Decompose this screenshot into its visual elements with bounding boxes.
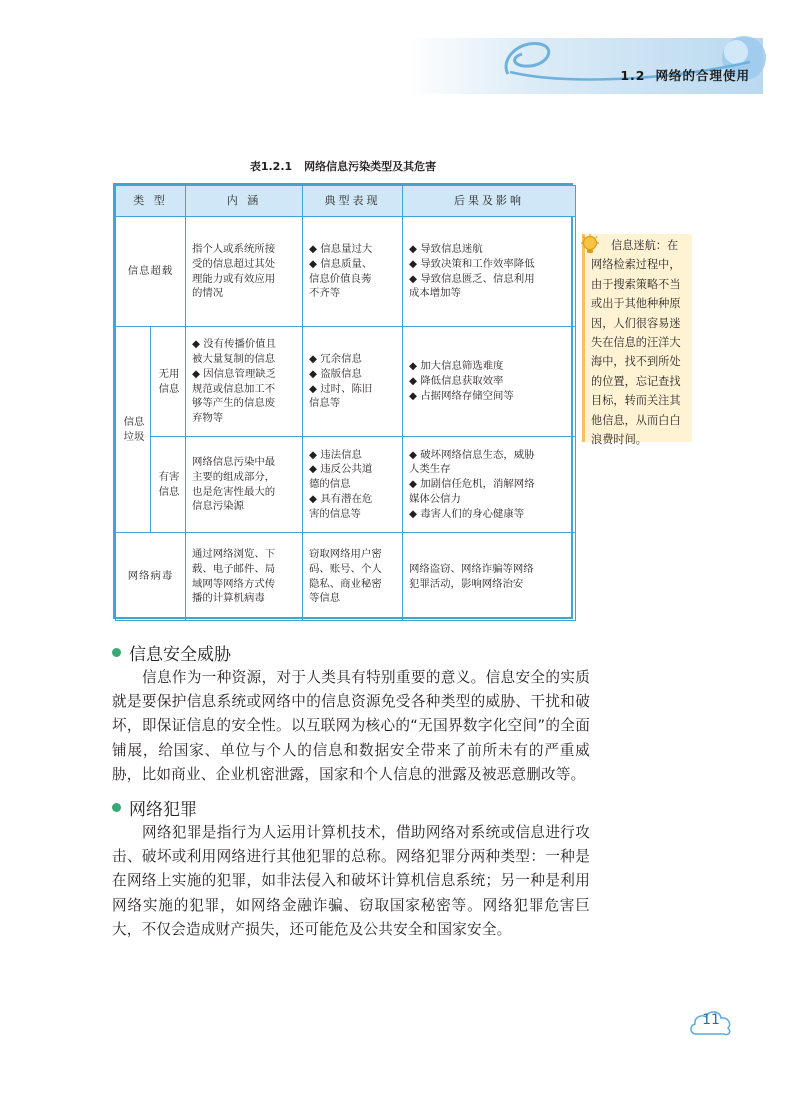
cell-line: 通过网络浏览、下 (192, 547, 276, 560)
table-row (116, 533, 576, 621)
table-row (116, 217, 576, 327)
section-number: 1.2 (620, 68, 646, 83)
cell-line: 信息价值良莠 (309, 272, 372, 285)
cell-line: ◆ 过时、陈旧 (309, 382, 373, 395)
cell-line: 受的信息超过其处 (192, 257, 276, 270)
cell-line: 的情况 (192, 287, 224, 300)
bullet-dot-icon (112, 803, 121, 812)
cell-line: ◆ 没有传播价值且 (192, 338, 277, 351)
col-header-manifest: 典型表现 (303, 186, 403, 217)
table-row (116, 437, 576, 533)
cell-line: ◆ 冗余信息 (309, 352, 362, 365)
manifest-cell (303, 217, 403, 327)
cell-line: 被大量复制的信息 (192, 352, 276, 365)
chapter-logo-icon (500, 22, 770, 98)
cell-line: 媒体公信力 (409, 492, 461, 505)
meaning-cell (186, 437, 303, 533)
meaning-cell (186, 327, 303, 437)
section-title: 网络的合理使用 (655, 68, 750, 83)
table-caption-number: 表1.2.1 (249, 160, 293, 173)
impact-cell (403, 327, 576, 437)
col-header-type: 类 型 (116, 186, 186, 217)
section-heading-text: 网络犯罪 (129, 800, 197, 820)
cell-line: ◆ 信息质量、 (309, 257, 373, 270)
cell-line: 窃取网络用户密 (309, 547, 382, 560)
cell-line: ◆ 占据网络存储空间等 (409, 389, 514, 402)
cell-line: 害的信息等 (309, 507, 361, 520)
type-overload: 信息超载 (116, 217, 186, 327)
pollution-table (113, 183, 573, 619)
cell-line: 犯罪活动，影响网络治安 (409, 577, 524, 590)
cell-line: 德的信息 (309, 478, 351, 491)
impact-cell (403, 437, 576, 533)
section-heading-security (112, 640, 231, 665)
col-header-meaning: 内 涵 (186, 186, 303, 217)
cell-line: ◆ 加剧信任危机，消解网络 (409, 478, 535, 491)
meaning-cell (186, 217, 303, 327)
cell-line: 成本增加等 (409, 287, 461, 300)
cell-line: 弃物等 (192, 412, 224, 425)
manifest-cell (303, 533, 403, 621)
section-body-crime: 网络犯罪是指行为人运用计算机技术，借助网络对系统或信息进行攻击、破坏或利用网络进行其他犯罪的总称。网络犯罪分两种类型：一种是在网络上实施的犯罪，如非法侵入和破坏计算机信息系统；另一种是利用网络实施的犯罪，如网络金融诈骗、窃取国家秘密等。网络犯罪危害巨大，不仅会造成财产损失，还可能危及公共安全和国家安全。 (112, 824, 590, 938)
manifest-cell (303, 437, 403, 533)
manifest-cell (303, 327, 403, 437)
bullet-dot-icon (112, 648, 121, 657)
cell-line: 隐私、商业秘密 (309, 577, 382, 590)
cell-line: 载、电子邮件、局 (192, 562, 276, 575)
impact-cell (403, 533, 576, 621)
cell-line: 等信息 (309, 592, 341, 605)
impact-cell (403, 217, 576, 327)
table-caption (113, 158, 573, 174)
sub-type-label: 无用信息 (158, 367, 180, 395)
cell-line: ◆ 毒害人们的身心健康等 (409, 507, 525, 520)
cell-line: ◆ 导致决策和工作效率降低 (409, 257, 535, 270)
cell-line: ◆ 盗版信息 (309, 367, 362, 380)
cell-line: ◆ 因信息管理缺乏 (192, 367, 277, 380)
type-harmful (151, 437, 186, 533)
cell-line: 信息等 (309, 397, 341, 410)
col-header-impact: 后果及影响 (403, 186, 576, 217)
cell-line: ◆ 降低信息获取效率 (409, 375, 504, 388)
cell-line: 不齐等 (309, 287, 341, 300)
side-note-text: 信息迷航：在网络检索过程中，由于搜索策略不当或出于其他种种原因，人们很容易迷失在信息的汪洋大海中，找不到所处的位置，忘记查找目标，转而关注其他信息，从而白白浪费时间。 (591, 239, 681, 447)
cell-line: 域网等网络方式传 (192, 577, 276, 590)
meaning-cell (186, 533, 303, 621)
cell-line: ◆ 加大信息筛选难度 (409, 360, 504, 373)
cell-line: 也是危害性最大的 (192, 485, 276, 498)
cell-line: ◆ 信息量过大 (309, 242, 373, 255)
cell-line: 码、账号、个人 (309, 562, 382, 575)
cell-line: 够等产生的信息废 (192, 397, 276, 410)
cell-line: 主要的组成部分， (192, 470, 276, 483)
sub-type-label: 有害信息 (158, 470, 180, 498)
cell-line: 指个人或系统所接 (192, 242, 276, 255)
cell-line: ◆ 破坏网络信息生态，威胁 (409, 448, 535, 461)
section-heading-text: 信息安全威胁 (129, 645, 231, 665)
cell-line: ◆ 导致信息匮乏、信息利用 (409, 272, 535, 285)
type-useless (151, 327, 186, 437)
cell-line: 规范或信息加工不 (192, 382, 276, 395)
type-virus: 网络病毒 (116, 533, 186, 621)
lightbulb-icon (578, 233, 602, 257)
cell-line: ◆ 违法信息 (309, 448, 362, 461)
cell-line: 理能力或有效应用 (192, 272, 276, 285)
page-number: 11 (702, 1012, 720, 1028)
section-body-security: 信息作为一种资源，对于人类具有特别重要的意义。信息安全的实质就是要保护信息系统或网络中的信息资源免受各种类型的威胁、干扰和破坏，即保证信息的安全性。以互联网为核心的“无国界数字化空间”的全面铺展，给国家、单位与个人的信息和数据安全带来了前所未有的严重威胁，比如商业、企业机密泄露，国家和个人信息的泄露及被恶意删改等。 (112, 669, 590, 783)
cell-line: 信息污染源 (192, 500, 244, 513)
cell-line: ◆ 违反公共道 (309, 463, 373, 476)
cell-line: 人类生存 (409, 463, 451, 476)
table-row (116, 327, 576, 437)
cell-line: 网络盗窃、网络诈骗等网络 (409, 562, 534, 575)
type-garbage-group (116, 327, 151, 533)
table-header-row (116, 186, 576, 217)
header-title (620, 66, 750, 84)
cell-line: ◆ 具有潜在危 (309, 492, 373, 505)
table-caption-title: 网络信息污染类型及其危害 (304, 160, 437, 173)
cell-line: ◆ 导致信息迷航 (409, 242, 483, 255)
cell-line: 网络信息污染中最 (192, 455, 276, 468)
side-note (582, 234, 692, 447)
cell-line: 播的计算机病毒 (192, 592, 265, 605)
section-heading-crime (112, 795, 197, 820)
group-label: 信息垃圾 (123, 415, 145, 443)
